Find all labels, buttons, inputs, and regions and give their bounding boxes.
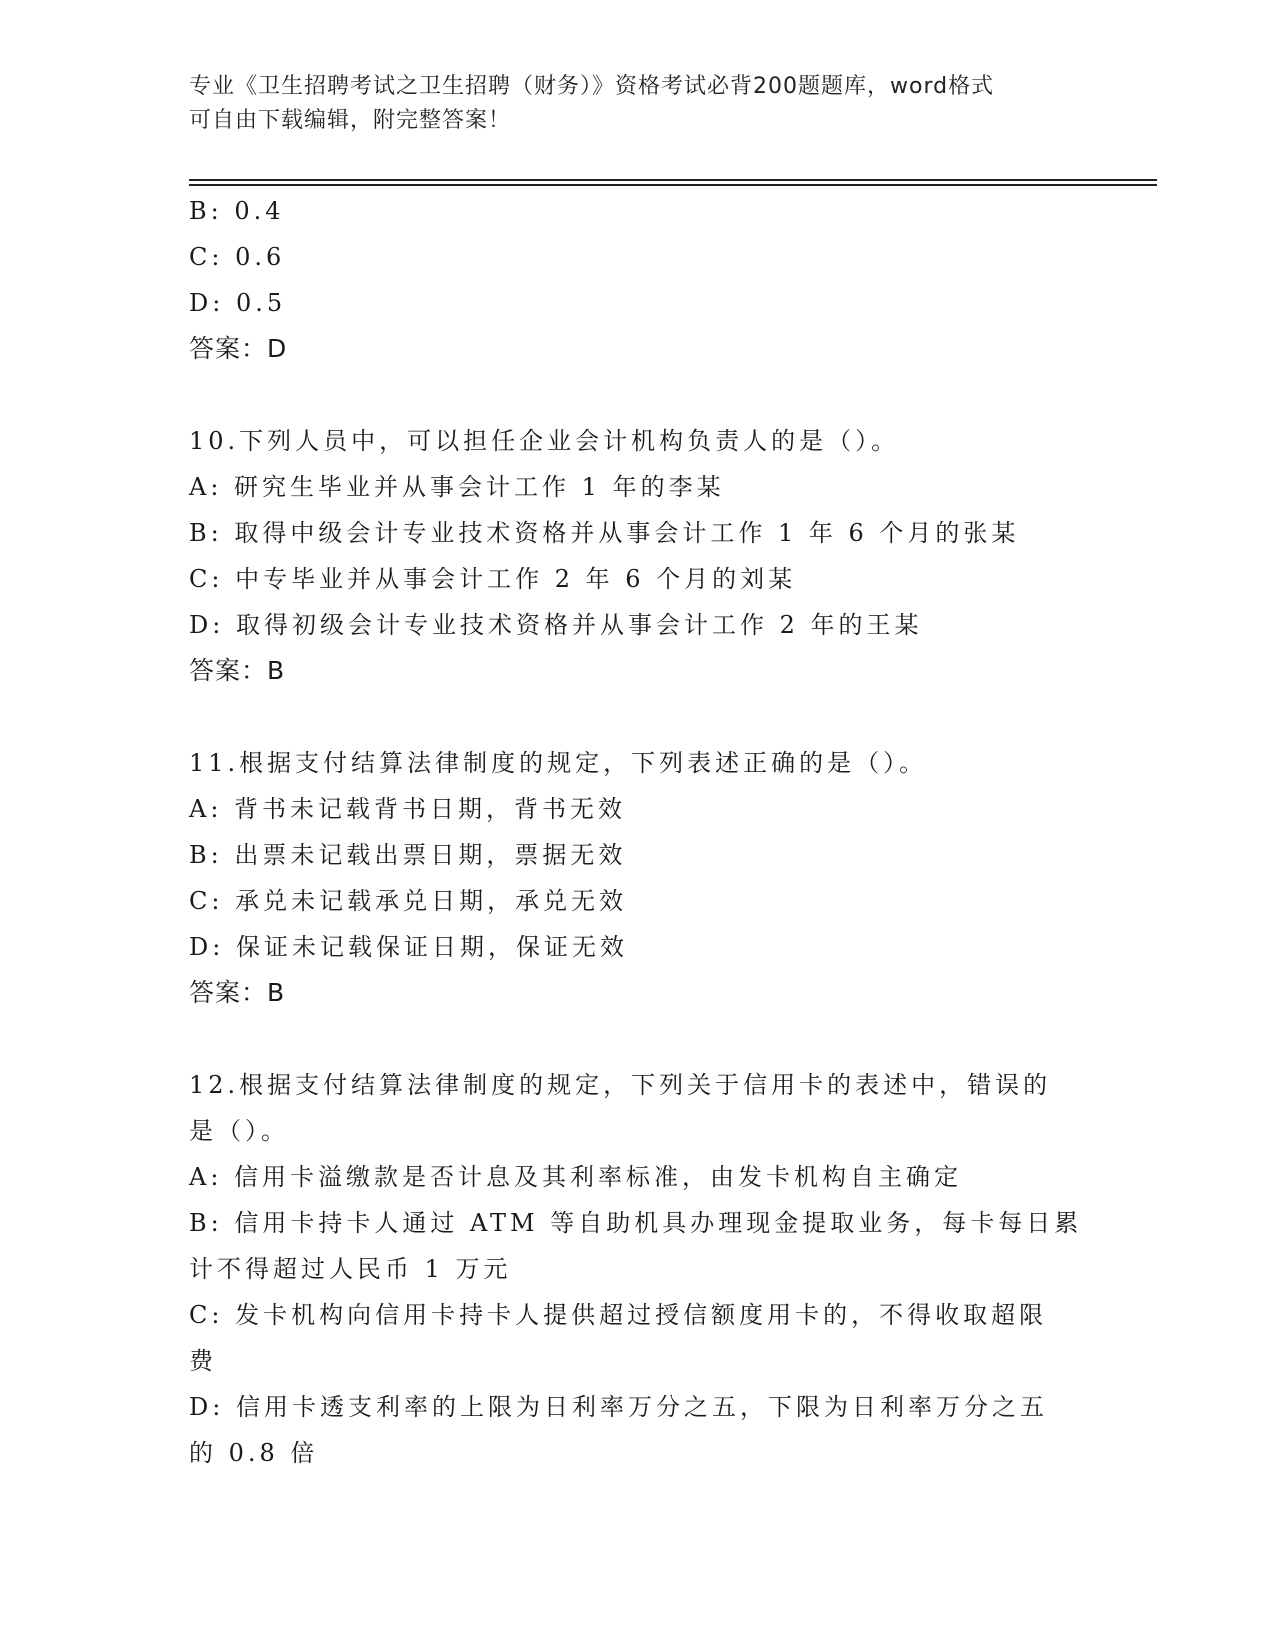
option-b-continued: 计不得超过人民币 1 万元	[189, 1255, 512, 1283]
option-b: B: 信用卡持卡人通过 ATM 等自助机具办理现金提取业务，每卡每日累	[189, 1209, 1083, 1237]
option-d: D: 0.5	[189, 289, 287, 317]
header-line-2: 可自由下载编辑，附完整答案！	[189, 108, 512, 133]
option-a: A: 背书未记载背书日期，背书无效	[189, 795, 627, 823]
option-d-continued: 的 0.8 倍	[189, 1439, 319, 1467]
option-a: A: 研究生毕业并从事会计工作 1 年的李某	[189, 473, 725, 501]
option-a: A: 信用卡溢缴款是否计息及其利率标准，由发卡机构自主确定	[189, 1163, 963, 1191]
header-divider-top	[189, 179, 1157, 181]
document-header	[189, 70, 1069, 138]
answer-line: 答案：B	[189, 978, 286, 1007]
question-title: 10.下列人员中，可以担任企业会计机构负责人的是（）。	[189, 427, 900, 455]
option-b: B: 取得中级会计专业技术资格并从事会计工作 1 年 6 个月的张某	[189, 519, 1020, 547]
question-title: 11.根据支付结算法律制度的规定，下列表述正确的是（）。	[189, 749, 928, 777]
header-line-1: 专业《卫生招聘考试之卫生招聘（财务）》资格考试必背200题题库，word格式	[189, 74, 995, 99]
answer-line: 答案：D	[189, 334, 288, 363]
header-divider-bottom	[189, 184, 1157, 186]
spacer	[189, 372, 1089, 418]
document-body	[189, 188, 1089, 1476]
option-d: D: 信用卡透支利率的上限为日利率万分之五，下限为日利率万分之五	[189, 1393, 1048, 1421]
option-c: C: 0.6	[189, 243, 286, 271]
question-title-line-2: 是（）。	[189, 1117, 289, 1145]
option-d: D: 保证未记载保证日期，保证无效	[189, 933, 628, 961]
question-title-line-1: 12.根据支付结算法律制度的规定，下列关于信用卡的表述中，错误的	[189, 1071, 1052, 1099]
answer-line: 答案：B	[189, 656, 286, 685]
option-c: C: 中专毕业并从事会计工作 2 年 6 个月的刘某	[189, 565, 797, 593]
option-b: B: 出票未记载出票日期，票据无效	[189, 841, 627, 869]
option-c: C: 发卡机构向信用卡持卡人提供超过授信额度用卡的，不得收取超限	[189, 1301, 1048, 1329]
spacer	[189, 694, 1089, 740]
question-12	[189, 1062, 1089, 1476]
spacer	[189, 1016, 1089, 1062]
question-11	[189, 740, 1089, 1016]
option-d: D: 取得初级会计专业技术资格并从事会计工作 2 年的王某	[189, 611, 923, 639]
option-b: B: 0.4	[189, 197, 285, 225]
option-c-continued: 费	[189, 1347, 217, 1375]
option-c: C: 承兑未记载承兑日期，承兑无效	[189, 887, 628, 915]
question-10	[189, 418, 1089, 694]
question-9	[189, 188, 1089, 372]
